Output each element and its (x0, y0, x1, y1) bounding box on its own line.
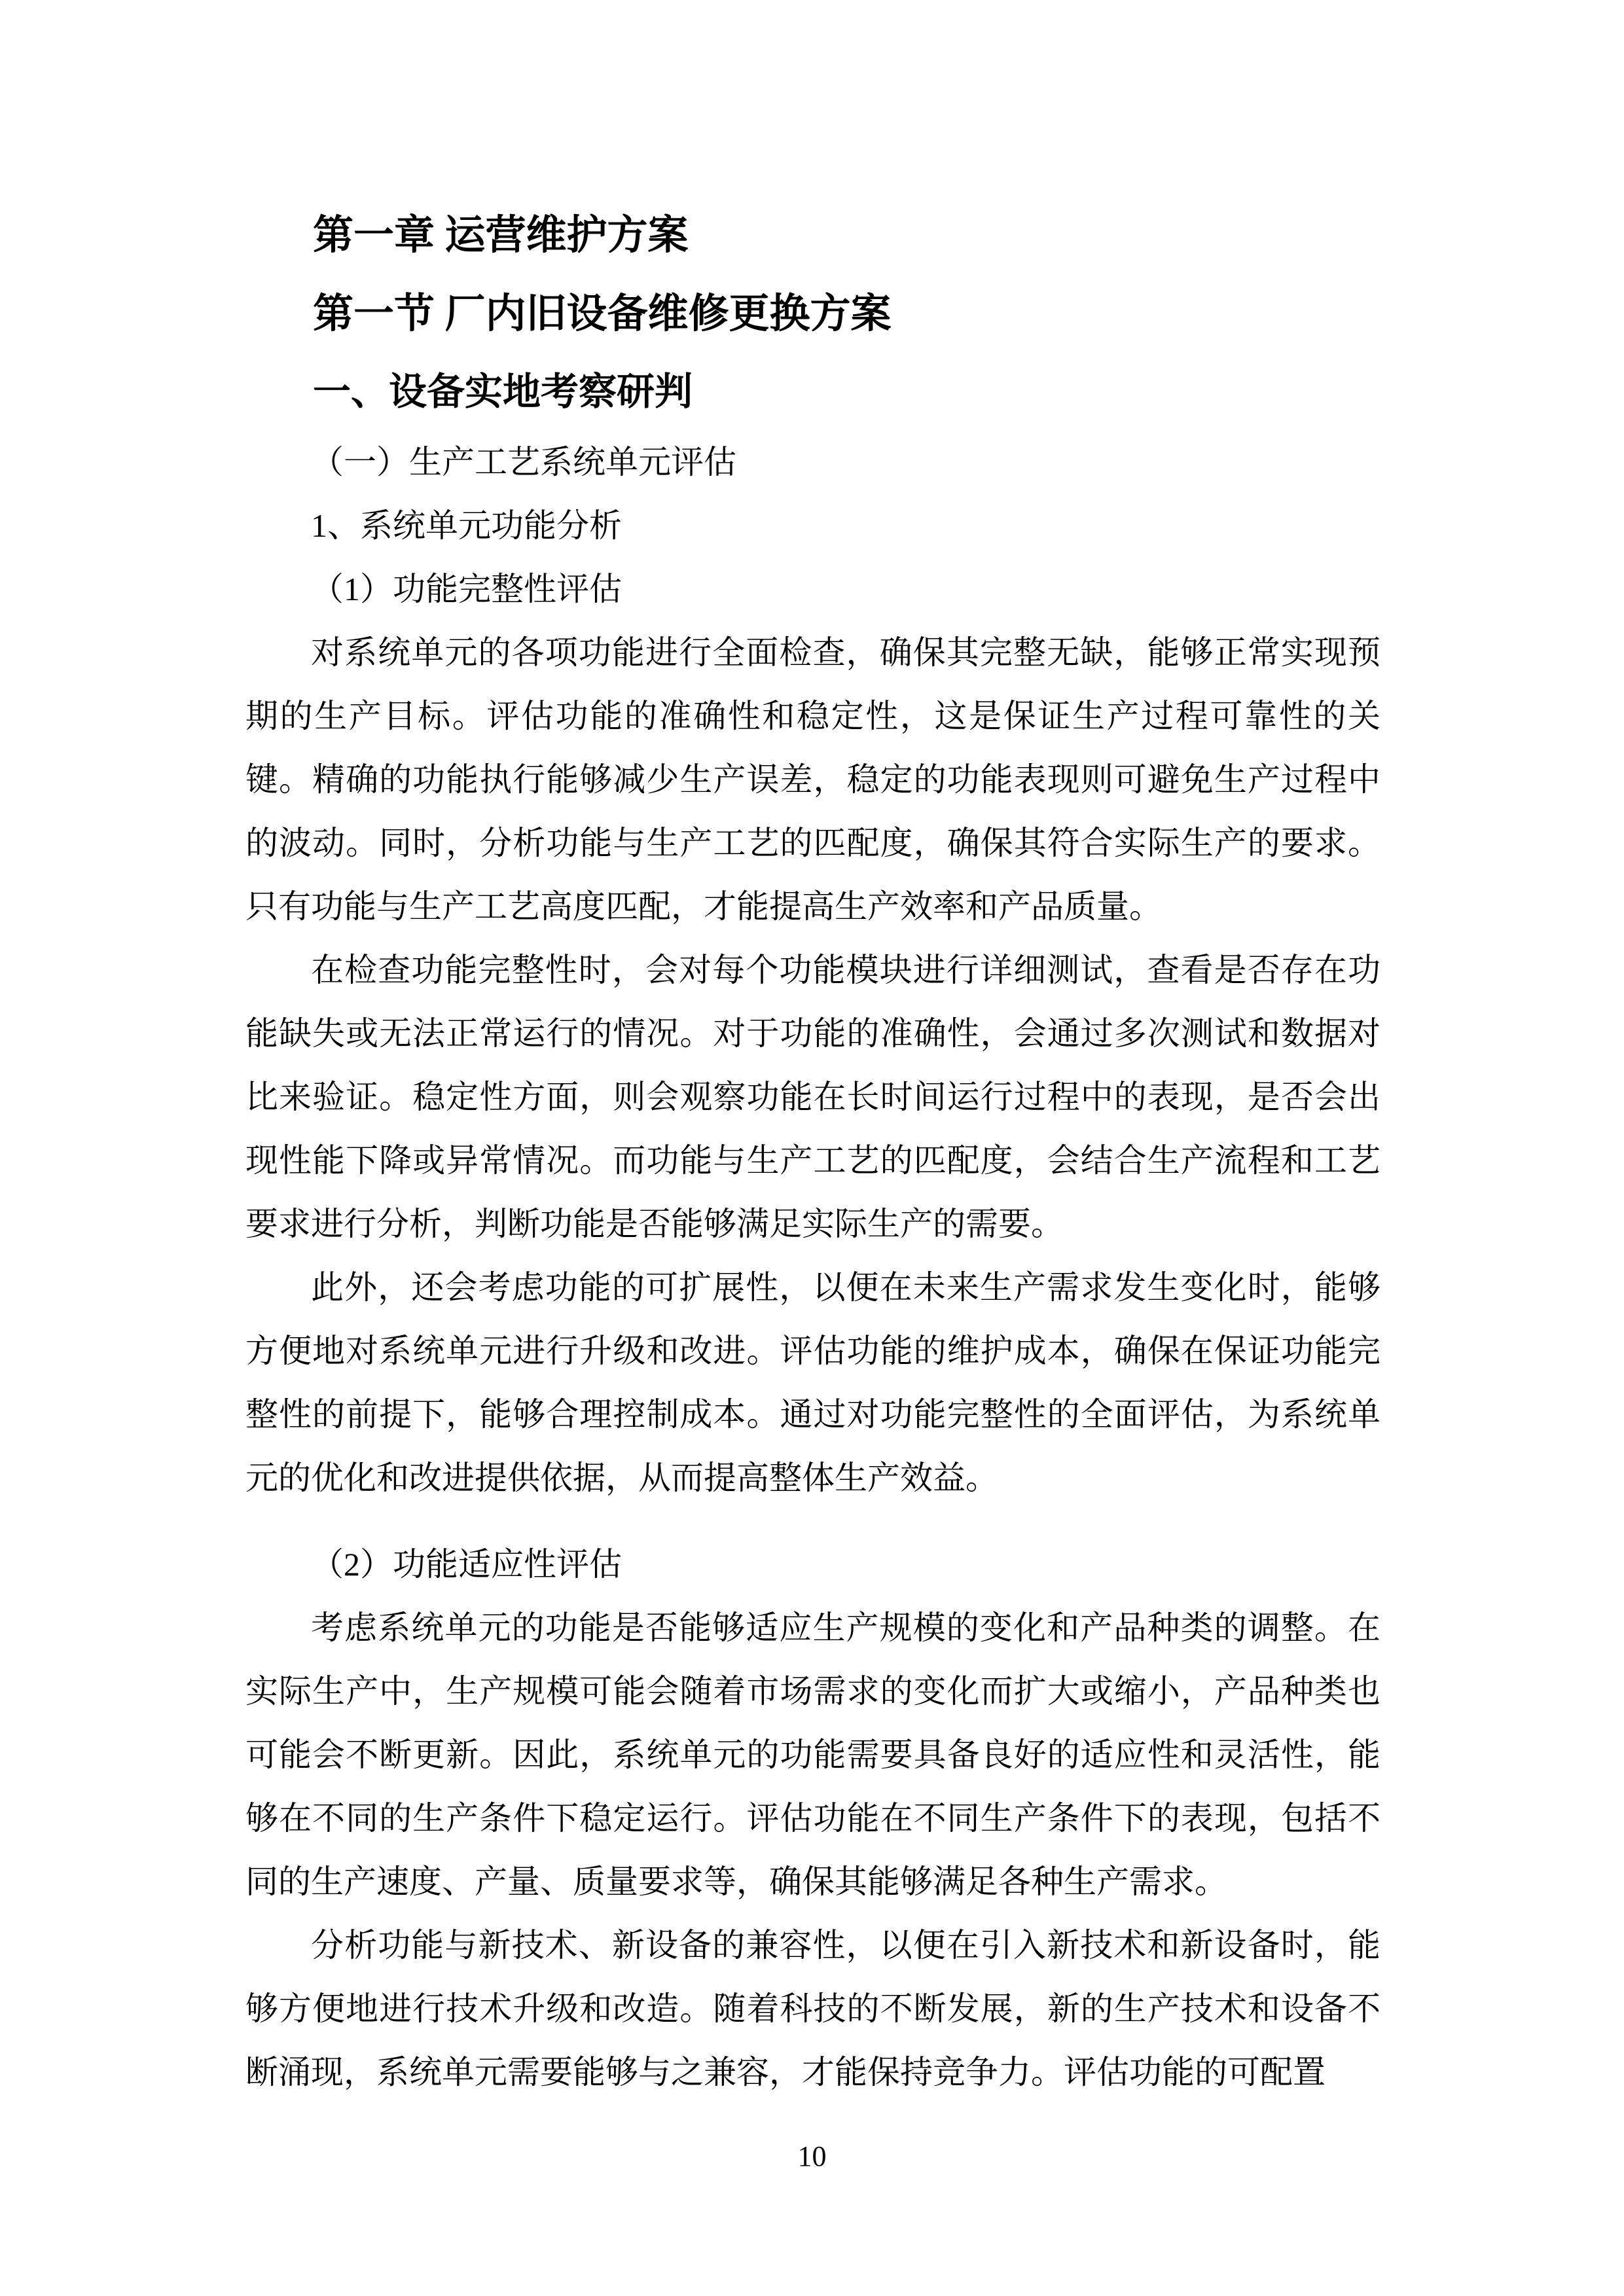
list-heading-level3-item2: （2）功能适应性评估 (311, 1546, 622, 1583)
subsection-heading: 一、设备实地考察研判 (313, 370, 693, 413)
body-paragraph: 分析功能与新技术、新设备的兼容性，以便在引入新技术和新设备时，能够方便地进行技术升级和改造。随着科技的不断发展，新的生产技术和设备不断涌现，系统单元需要能够与之兼容，才能保持竞争力。评估功能的可配置 (245, 1927, 1380, 2090)
body-paragraph: 在检查功能完整性时，会对每个功能模块进行详细测试，查看是否存在功能缺失或无法正常运行的情况。对于功能的准确性，会通过多次测试和数据对比来验证。稳定性方面，则会观察功能在长时间运行过程中的表现，是否会出现性能下降或异常情况。而功能与生产工艺的匹配度，会结合生产流程和工艺要求进行分析，判断功能是否能够满足实际生产的需要。 (245, 952, 1380, 1242)
list-heading-level3-item1: （1）功能完整性评估 (311, 571, 622, 607)
body-paragraph: 对系统单元的各项功能进行全面检查，确保其完整无缺，能够正常实现预期的生产目标。评估功能的准确性和稳定性，这是保证生产过程可靠性的关键。精确的功能执行能够减少生产误差，稳定的功能表现则可避免生产过程中的波动。同时，分析功能与生产工艺的匹配度，确保其符合实际生产的要求。只有功能与生产工艺高度匹配，才能提高生产效率和产品质量。 (245, 634, 1380, 925)
section-heading: 第一节 厂内旧设备维修更换方案 (313, 292, 892, 336)
chapter-heading: 第一章 运营维护方案 (313, 213, 689, 258)
list-heading-level1: （一）生产工艺系统单元评估 (311, 444, 736, 480)
body-paragraph: 此外，还会考虑功能的可扩展性，以便在未来生产需求发生变化时，能够方便地对系统单元进行升级和改进。评估功能的维护成本，确保在保证功能完整性的前提下，能够合理控制成本。通过对功能完整性的全面评估，为系统单元的优化和改进提供依据，从而提高整体生产效益。 (245, 1269, 1380, 1496)
page-number: 10 (797, 2140, 827, 2172)
page-content (245, 196, 1380, 2104)
body-paragraph: 考虑系统单元的功能是否能够适应生产规模的变化和产品种类的调整。在实际生产中，生产规模可能会随着市场需求的变化而扩大或缩小，产品种类也可能会不断更新。因此，系统单元的功能需要具备良好的适应性和灵活性，能够在不同的生产条件下稳定运行。评估功能在不同生产条件下的表现，包括不同的生产速度、产量、质量要求等，确保其能够满足各种生产需求。 (245, 1609, 1380, 1900)
page-footer (0, 2140, 1624, 2173)
list-heading-level2: 1、系统单元功能分析 (311, 507, 622, 544)
